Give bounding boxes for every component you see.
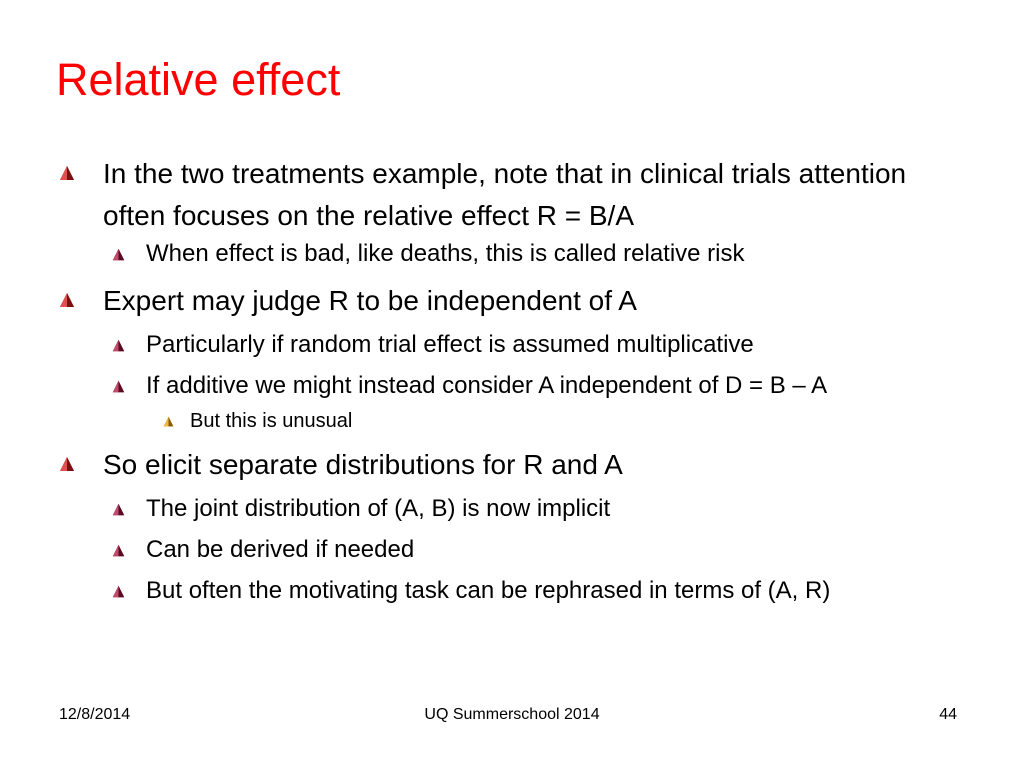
- bullet-level2: [112, 370, 992, 402]
- bullet-text: In the two treatments example, note that in clinical trials attention often focuses on the relative effect R = B/A: [103, 158, 907, 231]
- bullet-text: When effect is bad, like deaths, this is called relative risk: [146, 240, 745, 267]
- bullet-level2: [112, 534, 972, 566]
- bullet-text: The joint distribution of (A, B) is now implicit: [146, 495, 611, 522]
- triangle-bullet-icon: [59, 292, 75, 308]
- bullet-text: Particularly if random trial effect is assumed multiplicative: [146, 331, 754, 358]
- bullet-level1: [59, 280, 959, 322]
- bullet-level1: [59, 153, 959, 237]
- bullet-text: So elicit separate distributions for R and A: [103, 449, 623, 480]
- footer-title: UQ Summerschool 2014: [424, 706, 600, 723]
- triangle-bullet-icon: [112, 585, 125, 598]
- bullet-level2: [112, 329, 972, 361]
- bullet-level1: [59, 444, 959, 486]
- triangle-bullet-icon: [112, 544, 125, 557]
- bullet-level2: [112, 493, 972, 525]
- triangle-bullet-icon: [59, 165, 75, 181]
- footer-date: 12/8/2014: [59, 706, 131, 723]
- bullet-text: But this is unusual: [190, 410, 353, 432]
- bullet-text: Can be derived if needed: [146, 536, 415, 563]
- bullet-level2: [112, 238, 972, 270]
- bullet-text: But often the motivating task can be rephrased in terms of (A, R): [146, 577, 831, 604]
- triangle-bullet-icon: [59, 456, 75, 472]
- triangle-bullet-icon: [112, 248, 125, 261]
- bullet-text: Expert may judge R to be independent of A: [103, 285, 637, 316]
- slide-title: Relative effect: [56, 54, 341, 105]
- bullet-text: If additive we might instead consider A independent of D = B – A: [146, 372, 828, 399]
- bullet-level3: [163, 408, 863, 434]
- slide-number: 44: [939, 706, 957, 723]
- triangle-bullet-icon: [112, 503, 125, 516]
- bullet-level2: [112, 575, 992, 607]
- triangle-bullet-icon: [112, 380, 125, 393]
- triangle-bullet-icon: [163, 416, 174, 427]
- triangle-bullet-icon: [112, 339, 125, 352]
